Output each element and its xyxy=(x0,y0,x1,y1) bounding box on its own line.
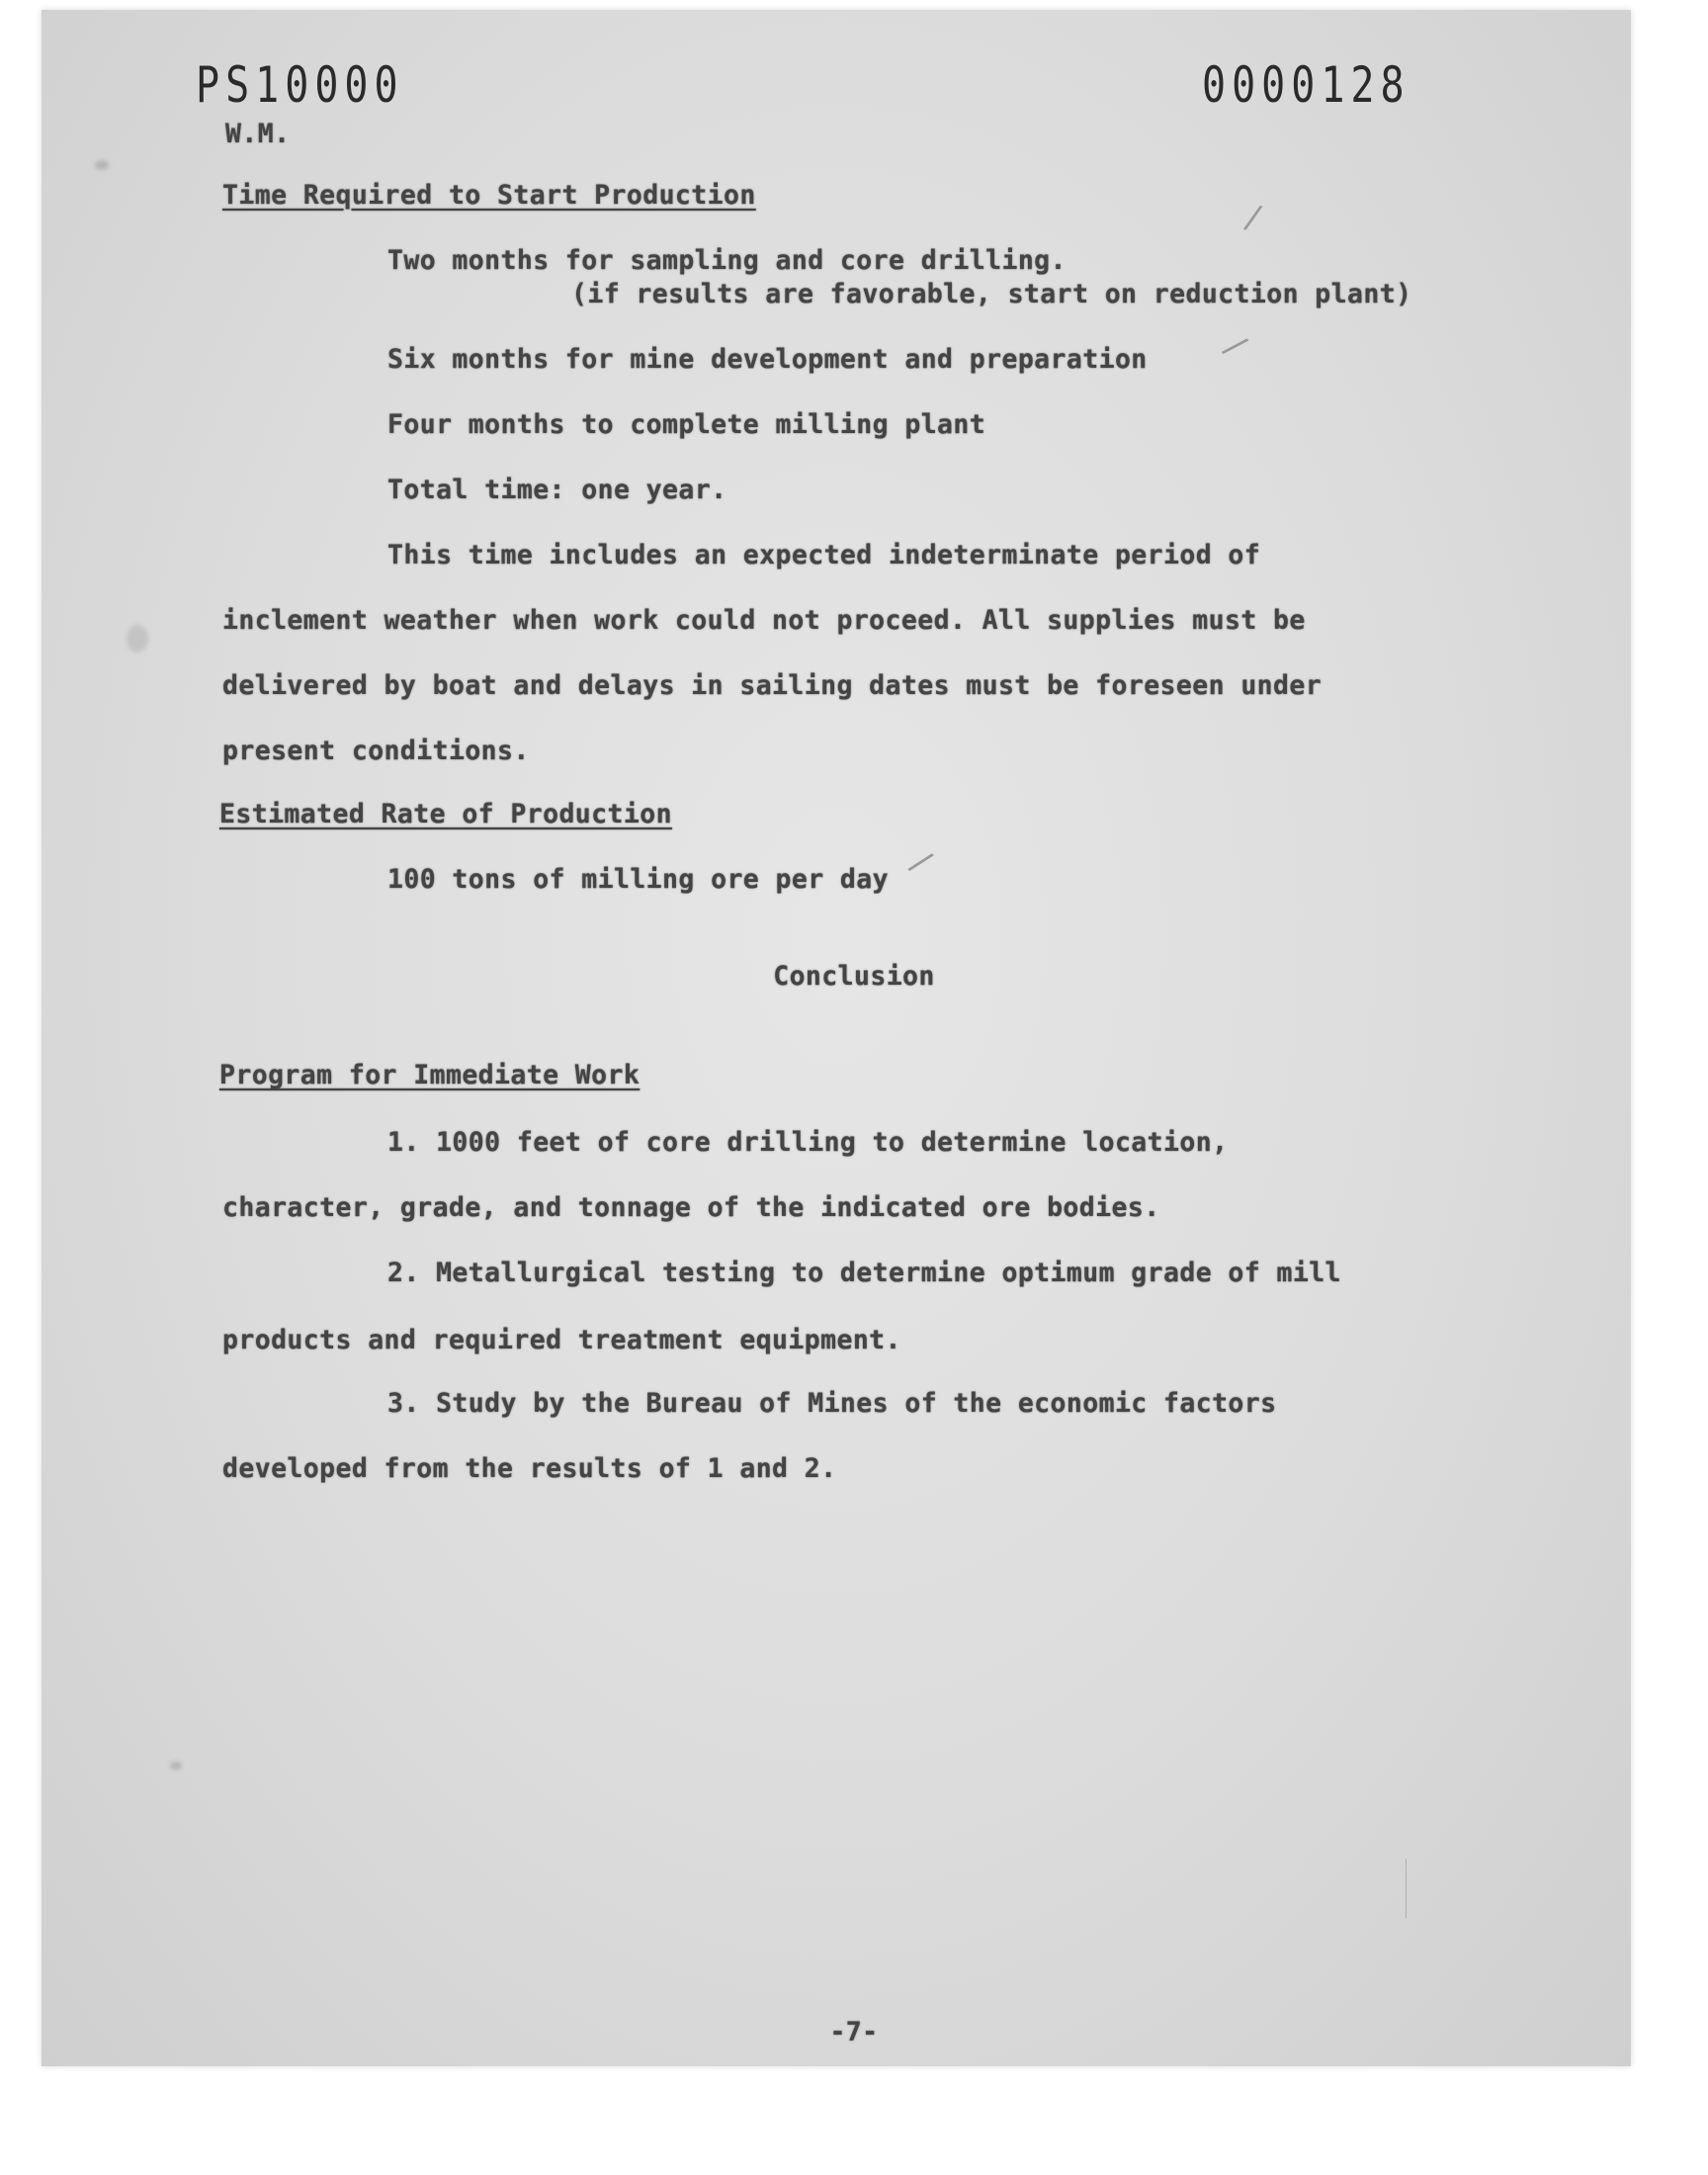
time-paragraph-line: inclement weather when work could not proceed. All supplies must be xyxy=(222,605,1306,636)
heading-time-required: Time Required to Start Production xyxy=(222,180,756,211)
document-page xyxy=(42,10,1631,2066)
document-id-stamp-left: PS10000 xyxy=(196,57,404,115)
time-item-sampling-note: (if results are favorable, start on reduction plant) xyxy=(571,279,1412,309)
time-item-sampling: Two months for sampling and core drilling. xyxy=(387,245,1067,276)
time-item-mine-development: Six months for mine development and preparation xyxy=(387,344,1148,375)
time-paragraph-line: present conditions. xyxy=(222,736,530,766)
pencil-check-mark: / xyxy=(1241,197,1265,238)
scan-smudge xyxy=(95,160,109,170)
time-paragraph-line: This time includes an expected indeterminate period of xyxy=(387,540,1261,570)
program-item-1-cont: character, grade, and tonnage of the indicated ore bodies. xyxy=(222,1192,1160,1223)
pencil-check-mark: / xyxy=(1217,327,1253,365)
program-item-3-cont: developed from the results of 1 and 2. xyxy=(222,1453,837,1484)
heading-program: Program for Immediate Work xyxy=(219,1060,640,1090)
document-id-stamp-right: 0000128 xyxy=(1202,57,1410,115)
pencil-check-mark: / xyxy=(903,842,938,882)
time-total: Total time: one year. xyxy=(387,475,727,505)
program-item-2-cont: products and required treatment equipment. xyxy=(222,1325,901,1355)
program-item-2: 2. Metallurgical testing to determine optimum grade of mill xyxy=(387,1258,1341,1288)
conclusion-title: Conclusion xyxy=(773,961,935,992)
page-number: -7- xyxy=(829,2017,879,2047)
time-paragraph-line: delivered by boat and delays in sailing dates must be foreseen under xyxy=(222,670,1323,701)
pencil-mark xyxy=(1406,1859,1407,1918)
scan-smudge xyxy=(170,1762,182,1770)
program-item-3: 3. Study by the Bureau of Mines of the economic factors xyxy=(387,1388,1277,1419)
scan-smudge xyxy=(127,625,148,652)
rate-value: 100 tons of milling ore per day xyxy=(387,864,889,895)
heading-estimated-rate: Estimated Rate of Production xyxy=(219,799,672,829)
program-item-1: 1. 1000 feet of core drilling to determine location, xyxy=(387,1127,1229,1158)
author-initials: W.M. xyxy=(225,119,291,149)
time-item-milling-plant: Four months to complete milling plant xyxy=(387,409,986,440)
